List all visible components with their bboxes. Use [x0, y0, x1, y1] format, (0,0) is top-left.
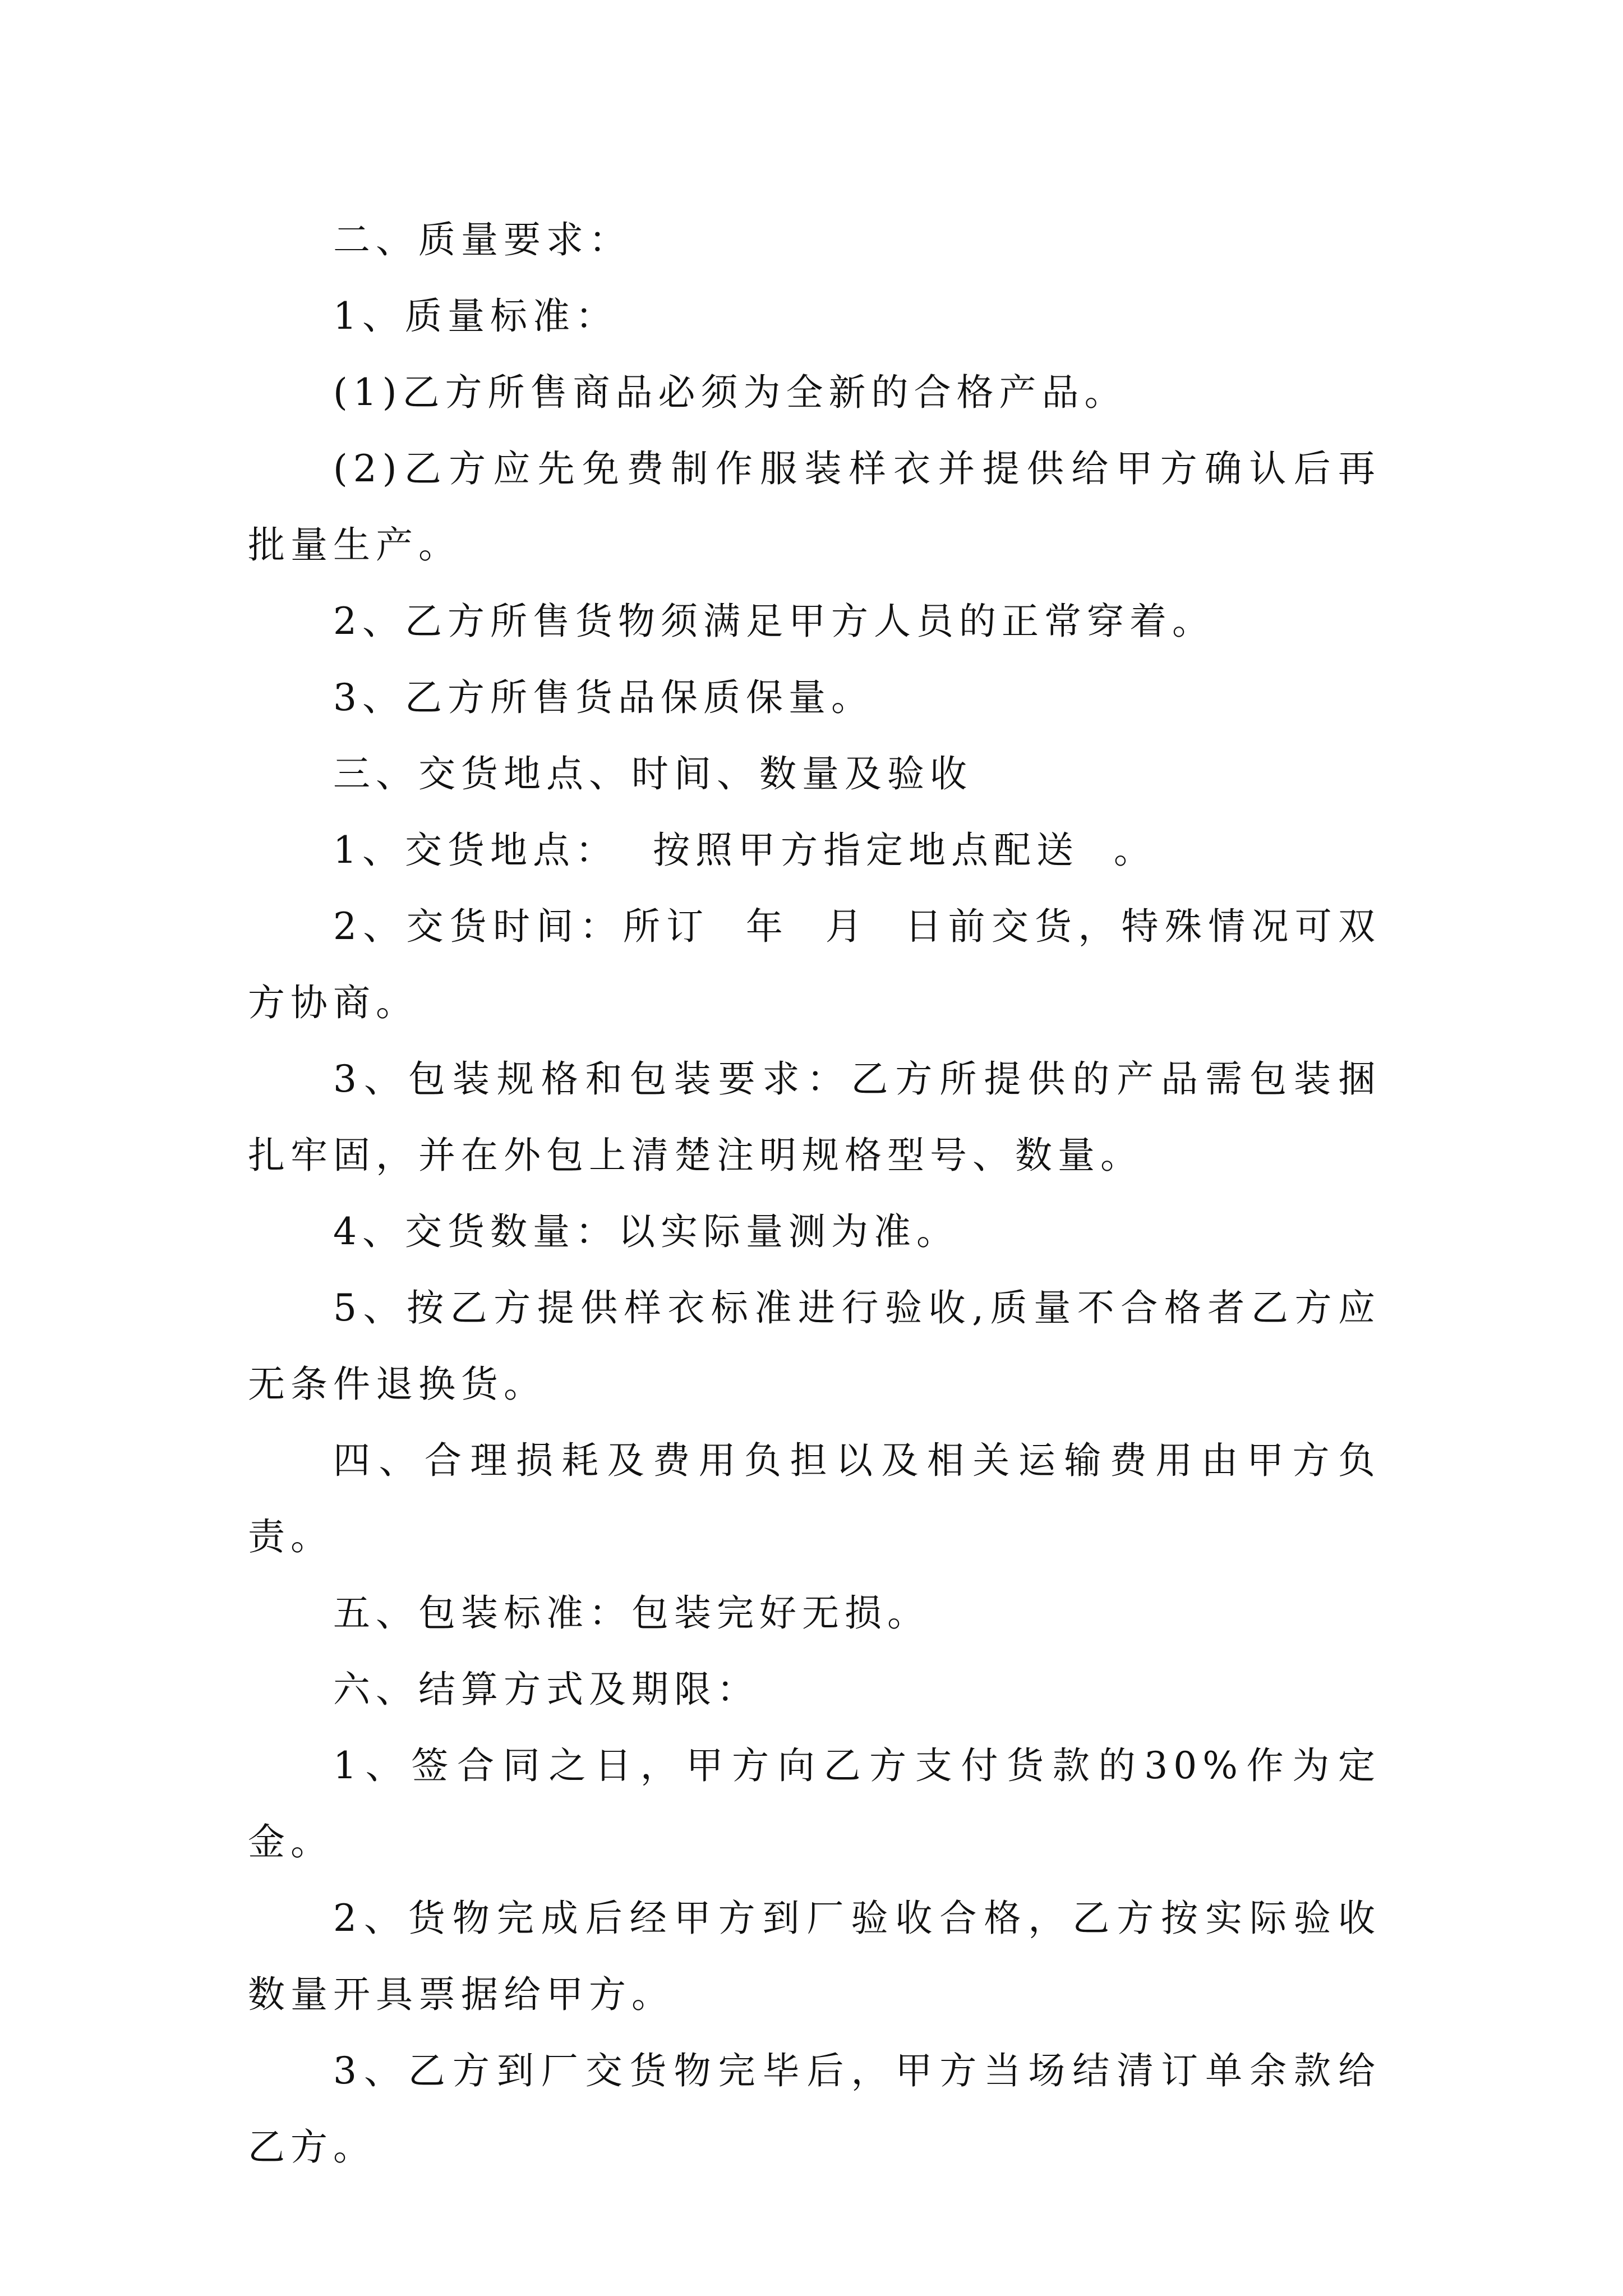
section-heading-costs: 四、合理损耗及费用负担以及相关运输费用由甲方负责。 [248, 1439, 1381, 1558]
clause-delivery-quantity: 4、交货数量：以实际量测为准。 [333, 1210, 959, 1253]
clause-new-products: (1)乙方所售商品必须为全新的合格产品。 [333, 371, 1127, 414]
clause-quality-standard: 1、质量标准： [333, 295, 618, 338]
clause-deposit: 1、签合同之日，甲方向乙方支付货款的30%作为定金。 [248, 1744, 1381, 1864]
section-heading-quality: 二、质量要求： [333, 218, 631, 261]
clause-invoice: 2、货物完成后经甲方到厂验收合格，乙方按实际验收数量开具票据给甲方。 [248, 1897, 1381, 2016]
clause-normal-wear: 2、乙方所售货物须满足甲方人员的正常穿着。 [333, 600, 1215, 643]
section-heading-packaging: 五、包装标准：包装完好无损。 [333, 1591, 930, 1635]
clause-sample-garment: (2)乙方应先免费制作服装样衣并提供给甲方确认后再批量生产。 [248, 447, 1381, 567]
clause-quality-quantity: 3、乙方所售货品保质保量。 [333, 676, 874, 719]
clause-delivery-time: 2、交货时间：所订 年 月 日前交货，特殊情况可双方协商。 [248, 905, 1381, 1024]
clause-packaging-spec: 3、包装规格和包装要求：乙方所提供的产品需包装捆扎牢固，并在外包上清楚注明规格型号、数量。 [248, 1057, 1381, 1177]
clause-delivery-location: 1、交货地点： 按照甲方指定地点配送 。 [333, 829, 1156, 872]
clause-final-payment: 3、乙方到厂交货物完毕后，甲方当场结清订单余款给乙方。 [248, 2049, 1381, 2169]
contract-body [248, 202, 1381, 2185]
clause-acceptance: 5、按乙方提供样衣标准进行验收,质量不合格者乙方应无条件退换货。 [248, 1286, 1381, 1406]
section-heading-delivery: 三、交货地点、时间、数量及验收 [333, 752, 972, 795]
section-heading-settlement: 六、结算方式及期限： [333, 1668, 759, 1711]
